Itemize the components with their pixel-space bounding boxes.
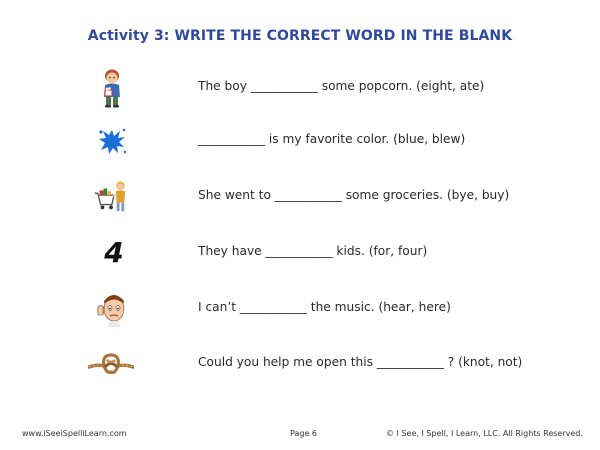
- number-four-icon: [96, 233, 132, 273]
- exercise-row-5: [0, 289, 600, 329]
- exercise-row-2: [0, 121, 600, 161]
- exercise-sentence: I can’t ___________ the music. (hear, here): [198, 300, 451, 314]
- blue-paint-splash-icon: [94, 121, 130, 161]
- footer-copyright: © I See, I Spell, I Learn, LLC. All Rights Reserved.: [386, 429, 583, 438]
- page-title: Activity 3: WRITE THE CORRECT WORD IN THE BLANK: [87, 28, 513, 44]
- exercise-sentence: The boy ___________ some popcorn. (eight, ate): [198, 79, 485, 93]
- listening-ear-boy-icon: [96, 289, 132, 329]
- exercise-row-3: [0, 177, 600, 217]
- number-four-glyph: 4: [104, 236, 124, 269]
- exercise-row-1: [0, 68, 600, 108]
- exercise-sentence: Could you help me open this ___________ ? (knot, not): [198, 355, 523, 369]
- footer-website: www.iSeeiSpelliLearn.com: [22, 429, 127, 438]
- footer-page-number: Page 6: [290, 429, 317, 438]
- exercise-sentence: ___________ is my favorite color. (blue, blew): [198, 132, 466, 146]
- girl-with-shopping-cart-icon: [93, 177, 129, 217]
- exercise-sentence: They have ___________ kids. (for, four): [198, 244, 428, 258]
- rope-knot-icon: [88, 344, 134, 384]
- exercise-row-6: [0, 344, 600, 384]
- exercise-row-4: [0, 233, 600, 273]
- exercise-sentence: She went to ___________ some groceries. (bye, buy): [198, 188, 510, 202]
- boy-eating-popcorn-icon: [94, 68, 130, 108]
